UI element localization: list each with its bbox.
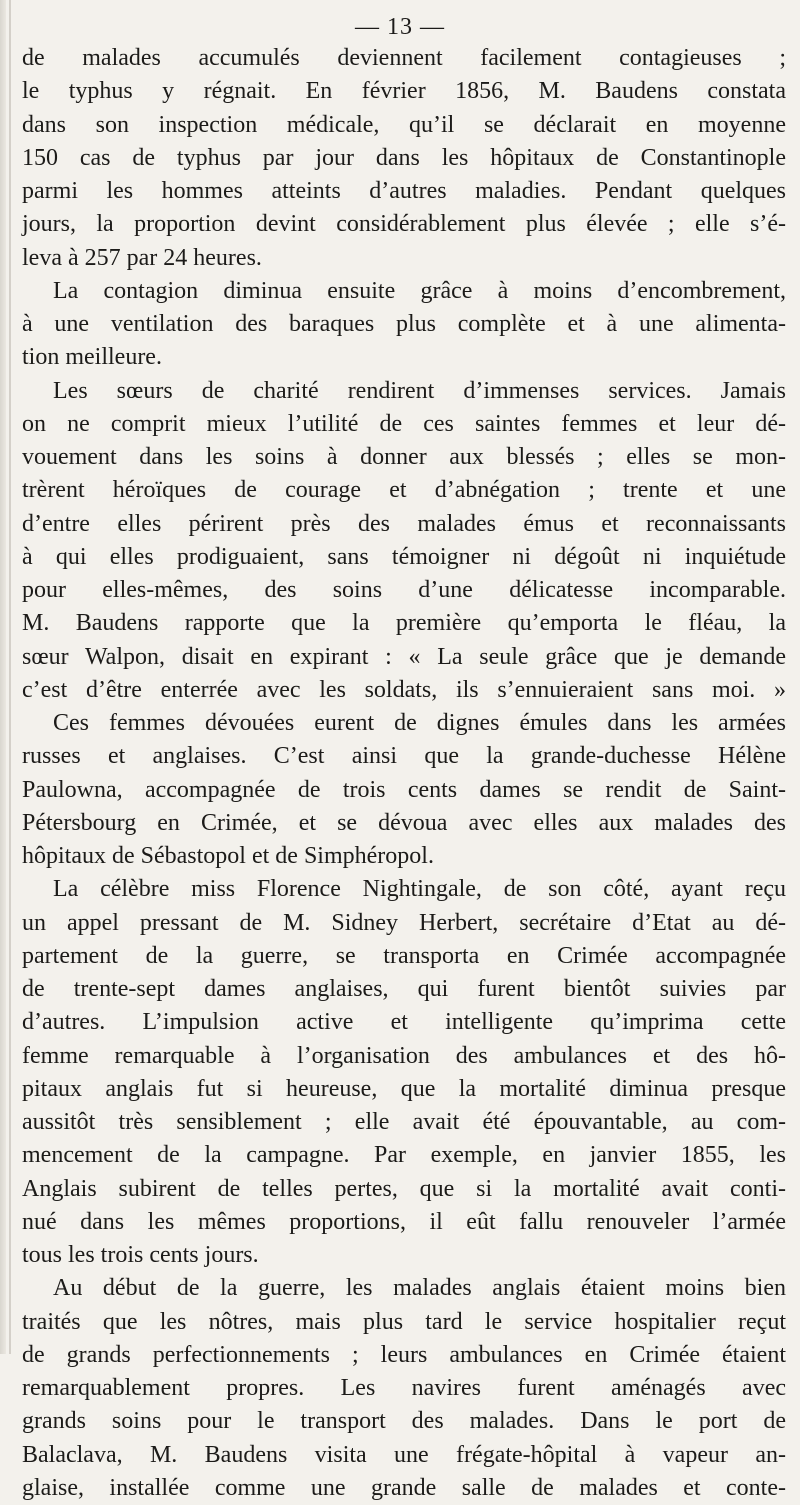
- text-line: tion meilleure.: [22, 344, 162, 371]
- text-line: d’entre elles périrent près des malades émus et reconnaissants: [22, 510, 786, 537]
- text-line: sœur Walpon, disait en expirant : « La seule grâce que je demande: [22, 643, 786, 670]
- text-line: dans son inspection médicale, qu’il se déclarait en moyenne: [22, 111, 786, 138]
- text-line: vouement dans les soins à donner aux blessés ; elles se mon-: [22, 444, 786, 470]
- body-text: [22, 42, 786, 1505]
- text-line: Pétersbourg en Crimée, et se dévoua avec elles aux malades des: [22, 809, 786, 836]
- text-line: mencement de la campagne. Par exemple, en janvier 1855, les: [22, 1142, 786, 1169]
- text-line: Balaclava, M. Baudens visita une frégate-hôpital à vapeur an-: [22, 1441, 786, 1468]
- text-line: d’autres. L’impulsion active et intelligente qu’imprima cette: [22, 1009, 786, 1036]
- text-line: La contagion diminua ensuite grâce à moins d’encombrement,: [53, 277, 786, 304]
- text-line: Ces femmes dévouées eurent de dignes émules dans les armées: [53, 710, 786, 736]
- text-line: le typhus y régnait. En février 1856, M. Baudens constata: [22, 78, 786, 105]
- text-line: leva à 257 par 24 heures.: [22, 244, 262, 271]
- page-binding-shadow: [9, 0, 11, 1354]
- text-line: Les sœurs de charité rendirent d’immenses services. Jamais: [53, 377, 786, 404]
- text-line: traités que les nôtres, mais plus tard le service hospitalier reçut: [22, 1308, 786, 1335]
- text-line: Au début de la guerre, les malades anglais étaient moins bien: [53, 1275, 786, 1302]
- page-number: — 13 —: [355, 14, 445, 40]
- text-line: 150 cas de typhus par jour dans les hôpitaux de Constantinople: [22, 144, 786, 171]
- text-line: La célèbre miss Florence Nightingale, de son côté, ayant reçu: [53, 876, 786, 903]
- text-line: pour elles-mêmes, des soins d’une délicatesse incomparable.: [22, 577, 786, 603]
- text-line: de trente-sept dames anglaises, qui furent bientôt suivies par: [22, 976, 786, 1002]
- page-binding-edge: [0, 0, 6, 1354]
- text-line: russes et anglaises. C’est ainsi que la grande-duchesse Hélène: [22, 743, 786, 770]
- text-line: de malades accumulés deviennent facilement contagieuses ;: [22, 45, 786, 71]
- text-line: jours, la proportion devint considérablement plus élevée ; elle s’é-: [22, 211, 786, 238]
- text-line: aussitôt très sensiblement ; elle avait été épouvantable, au com-: [22, 1109, 786, 1135]
- text-line: tous les trois cents jours.: [22, 1242, 259, 1268]
- text-line: glaise, installée comme une grande salle de malades et conte-: [22, 1474, 786, 1501]
- text-line: nué dans les mêmes proportions, il eût fallu renouveler l’armée: [22, 1208, 786, 1235]
- text-line: on ne comprit mieux l’utilité de ces saintes femmes et leur dé-: [22, 410, 786, 437]
- text-line: un appel pressant de M. Sidney Herbert, secrétaire d’Etat au dé-: [22, 909, 786, 936]
- text-line: partement de la guerre, se transporta en Crimée accompagnée: [22, 942, 786, 969]
- text-line: Anglais subirent de telles pertes, que si la mortalité avait conti-: [22, 1175, 786, 1202]
- text-line: femme remarquable à l’organisation des ambulances et des hô-: [22, 1042, 786, 1069]
- text-line: pitaux anglais fut si heureuse, que la mortalité diminua presque: [22, 1075, 786, 1102]
- text-line: trèrent héroïques de courage et d’abnégation ; trente et une: [22, 477, 786, 504]
- text-line: de grands perfectionnements ; leurs ambulances en Crimée étaient: [22, 1341, 786, 1368]
- text-line: à une ventilation des baraques plus complète et à une alimenta-: [22, 311, 786, 337]
- text-line: Paulowna, accompagnée de trois cents dames se rendit de Saint-: [22, 776, 786, 803]
- text-line: M. Baudens rapporte que la première qu’emporta le fléau, la: [22, 610, 786, 637]
- text-line: hôpitaux de Sébastopol et de Simphéropol.: [22, 843, 434, 869]
- text-line: c’est d’être enterrée avec les soldats, ils s’ennuieraient sans moi. »: [22, 676, 786, 703]
- text-line: grands soins pour le transport des malades. Dans le port de: [22, 1408, 786, 1435]
- text-line: parmi les hommes atteints d’autres maladies. Pendant quelques: [22, 178, 786, 204]
- text-line: à qui elles prodiguaient, sans témoigner ni dégoût ni inquiétude: [22, 543, 786, 570]
- text-line: remarquablement propres. Les navires furent aménagés avec: [22, 1375, 786, 1401]
